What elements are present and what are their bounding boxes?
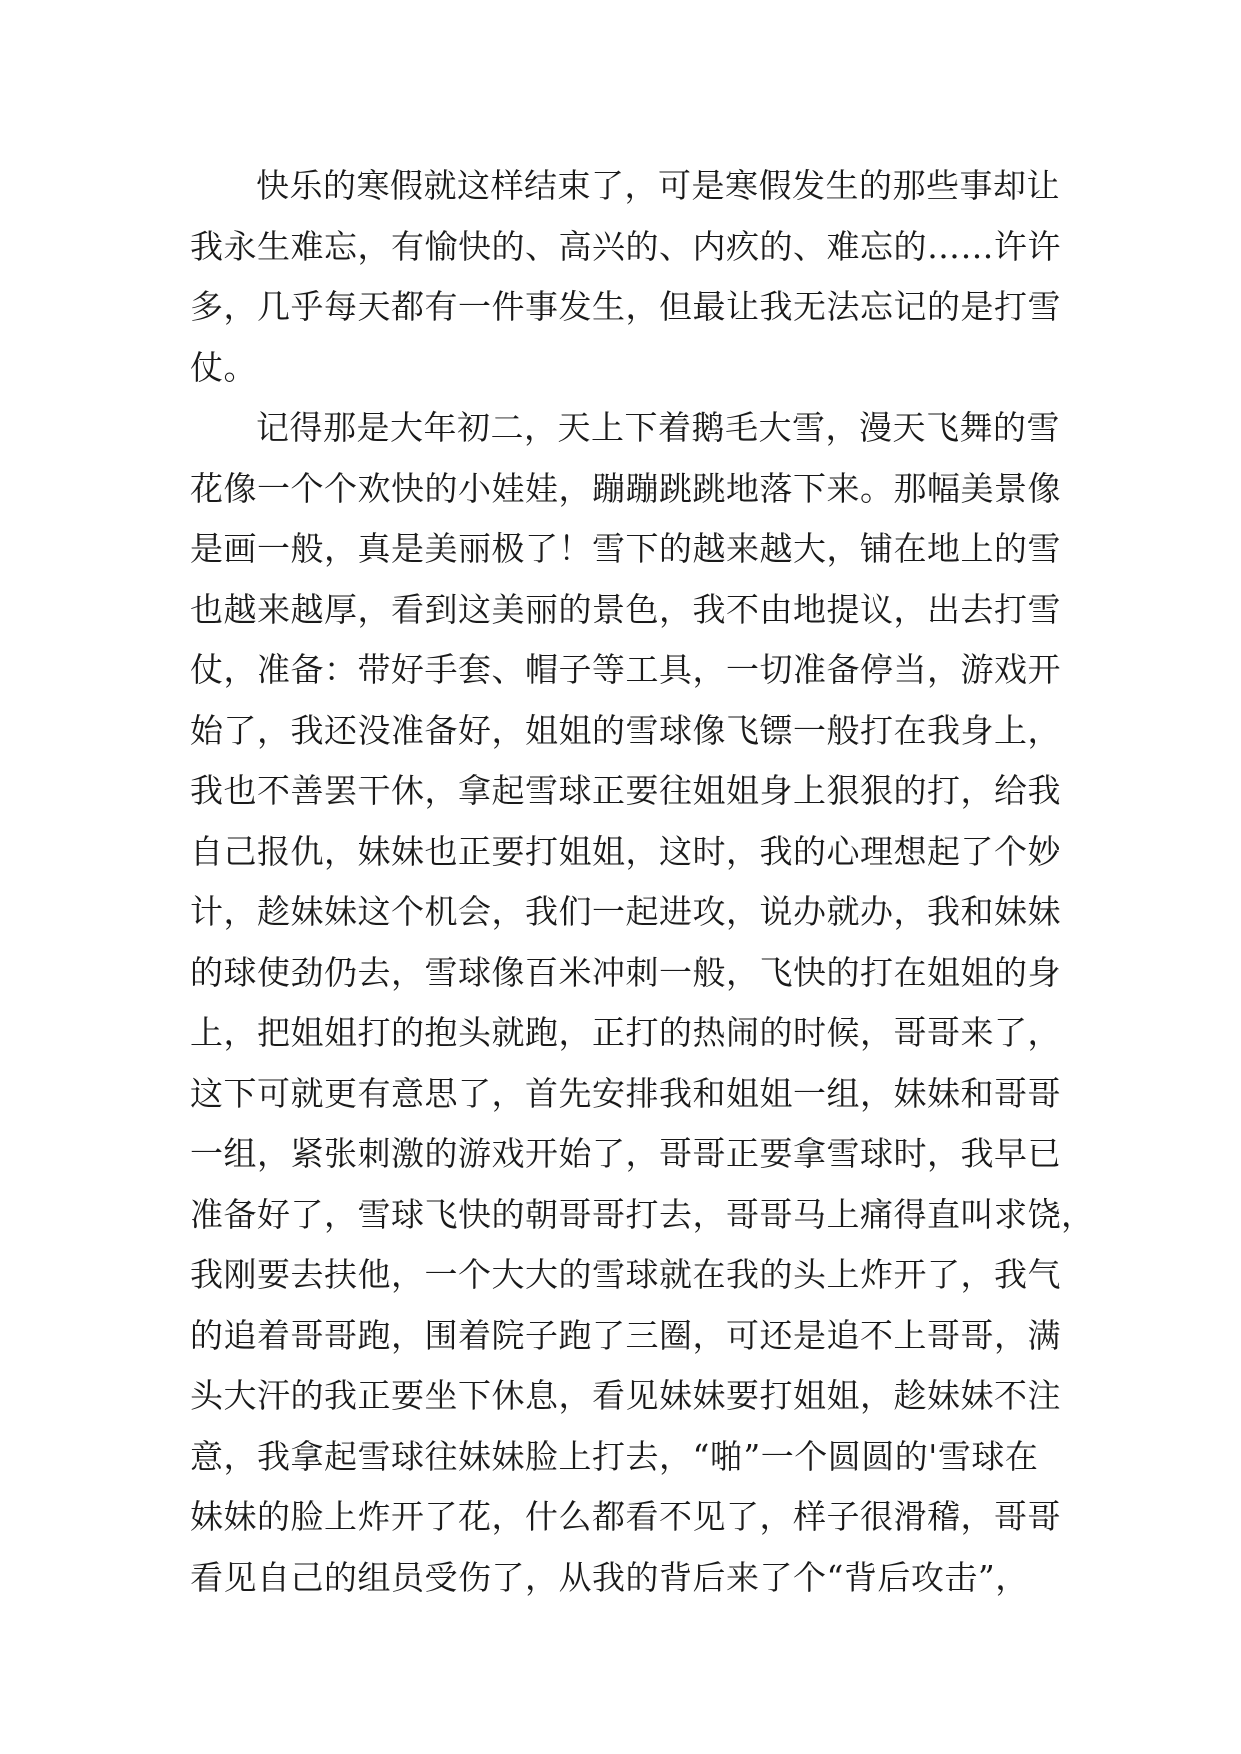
text-line: 上，把姐姐打的抱头就跑，正打的热闹的时候，哥哥来了， (190, 1013, 1061, 1052)
text-line: 的球使劲仍去，雪球像百米冲刺一般，飞快的打在姐姐的身 (190, 952, 1061, 992)
text-line: 妹妹的脸上炸开了花，什么都看不见了，样子很滑稽，哥哥 (190, 1497, 1061, 1536)
paragraph-1 (190, 156, 1060, 398)
text-line: 一组，紧张刺激的游戏开始了，哥哥正要拿雪球时，我早已 (190, 1134, 1061, 1173)
paragraph-2 (190, 398, 1095, 1608)
text-line: 看见自己的组员受伤了，从我的背后来了个“背后攻击”， (190, 1557, 1029, 1597)
text-line: 始了，我还没准备好，姐姐的雪球像飞镖一般打在我身上， (190, 710, 1061, 750)
text-line: 自己报仇，妹妹也正要打姐姐，这时，我的心理想起了个妙 (190, 831, 1061, 871)
text-line: 仗。 (190, 347, 257, 387)
text-line: 意，我拿起雪球往妹妹脸上打去，“啪”一个圆圆的'雪球在 (190, 1436, 1039, 1476)
text-line: 多，几乎每天都有一件事发生，但最让我无法忘记的是打雪 (190, 287, 1061, 326)
text-line: 是画一般，真是美丽极了！雪下的越来越大，铺在地上的雪 (190, 529, 1061, 568)
text-line: 也越来越厚，看到这美丽的景色，我不由地提议，出去打雪 (190, 589, 1061, 629)
text-line: 花像一个个欢快的小娃娃，蹦蹦跳跳地落下来。那幅美景像 (190, 468, 1061, 508)
text-line: 我刚要去扶他，一个大大的雪球就在我的头上炸开了，我气 (190, 1255, 1061, 1294)
text-line: 我也不善罢干休，拿起雪球正要往姐姐身上狠狠的打，给我 (190, 771, 1061, 810)
text-line: 计，趁妹妹这个机会，我们一起进攻，说办就办，我和妹妹 (190, 892, 1061, 931)
text-line: 快乐的寒假就这样结束了，可是寒假发生的那些事却让 (256, 166, 1060, 205)
text-line: 我永生难忘，有愉快的、高兴的、内疚的、难忘的……许许 (190, 226, 1061, 266)
document-body (190, 156, 1095, 1608)
text-line: 的追着哥哥跑，围着院子跑了三圈，可还是追不上哥哥，满 (190, 1315, 1061, 1355)
text-line: 准备好了，雪球飞快的朝哥哥打去，哥哥马上痛得直叫求饶， (190, 1194, 1095, 1234)
text-line: 头大汗的我正要坐下休息，看见妹妹要打姐姐，趁妹妹不注 (190, 1376, 1061, 1415)
text-line: 记得那是大年初二，天上下着鹅毛大雪，漫天飞舞的雪 (256, 408, 1060, 447)
text-line: 这下可就更有意思了，首先安排我和姐姐一组，妹妹和哥哥 (190, 1073, 1061, 1113)
text-line: 仗，准备：带好手套、帽子等工具，一切准备停当，游戏开 (190, 650, 1061, 689)
